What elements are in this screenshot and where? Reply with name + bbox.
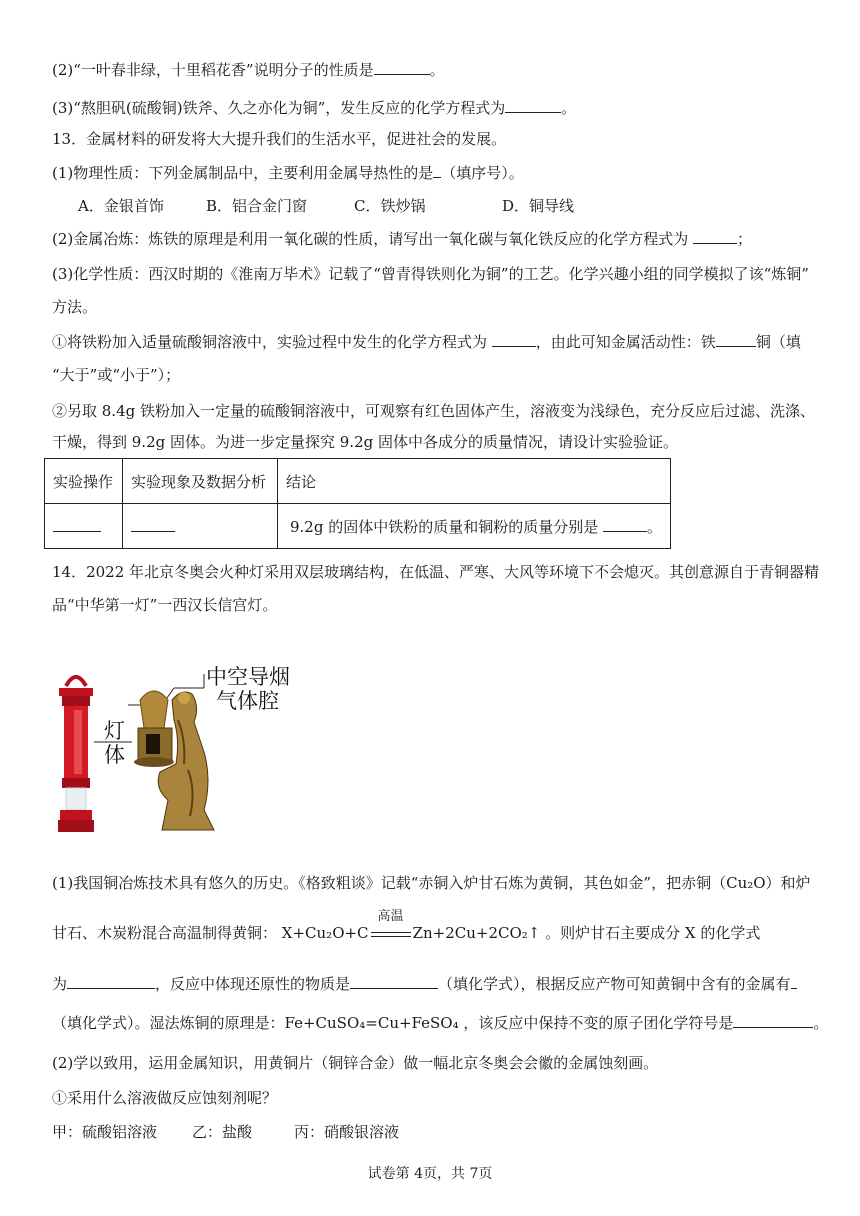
equation-condition: 高温 — [369, 923, 413, 943]
answer-blank[interactable] — [716, 332, 756, 347]
table-cell — [45, 504, 123, 549]
answer-blank[interactable] — [131, 517, 175, 532]
choice-jia: 甲：硫酸铝溶液 — [52, 1123, 158, 1141]
q14-c1: ①采用什么溶液做反应蚀刻剂呢？ — [52, 1089, 278, 1107]
lamp-figure — [54, 660, 314, 850]
choice-bing: 丙：硝酸银溶液 — [294, 1123, 400, 1141]
table-header: 实验现象及数据分析 — [123, 459, 278, 504]
choice-yi: 乙：盐酸 — [192, 1123, 253, 1141]
q13-stem: 13．金属材料的研发将大大提升我们的生活水平，促进社会的发展。 — [52, 130, 507, 148]
q12-part2: (2)“一叶春非绿，十里稻花香”说明分子的性质是 。 — [52, 61, 445, 79]
answer-blank[interactable] — [67, 974, 155, 989]
q13-c2-line2: 干燥，得到 9.2g 固体。为进一步定量探究 9.2g 固体中各成分的质量情况，请设计实验验证。 — [52, 433, 678, 451]
q14-part1-line3: 为 ，反应中体现还原性的物质是 （填化学式），根据反应产物可知黄铜中含有的金属有 — [52, 974, 820, 994]
q14-part1-line4: （填化学式）。湿法炼铜的原理是：Fe+CuSO₄=Cu+FeSO₄ ，该反应中保持不变的原子团化学符号是 。 — [52, 1014, 829, 1032]
table-header: 结论 — [278, 459, 671, 504]
option-c: C．铁炒锅 — [354, 197, 426, 215]
option-d: D．铜导线 — [502, 197, 575, 215]
q14-part1-line2: 甘石、木炭粉混合高温制得黄铜： X+Cu₂O+C 高温 Zn+2Cu+2CO₂↑ 。则炉甘石主要成分 X 的化学式 — [52, 909, 761, 942]
q13-part2: (2)金属冶炼：炼铁的原理是利用一氧化碳的性质，请写出一氧化碳与氧化铁反应的化学方程式为 ； — [52, 230, 753, 248]
table-header: 实验操作 — [45, 459, 123, 504]
q14-part1-line1: (1)我国铜冶炼技术具有悠久的历史。《格致粗谈》记载“赤铜入炉甘石炼为黄铜，其色如金”，把赤铜（Cu₂O）和炉 — [52, 874, 811, 892]
answer-blank[interactable] — [374, 60, 430, 75]
q13-c1-line2: “大于”或“小于”）； — [52, 366, 181, 384]
page-footer: 试卷第 4页，共 7页 — [367, 1166, 493, 1182]
option-b: B．铝合金门窗 — [206, 197, 308, 215]
q14-part2: (2)学以致用，运用金属知识，用黄铜片（铜锌合金）做一幅北京冬奥会会徽的金属蚀刻画。 — [52, 1054, 659, 1072]
table-cell: 9.2g 的固体中铁粉的质量和铜粉的质量分别是 。 — [278, 504, 671, 549]
answer-blank[interactable] — [791, 974, 797, 989]
figure-label-lamp-body: 灯 体 — [104, 720, 125, 767]
table-header-row — [45, 459, 671, 504]
q14-stem-line1: 14．2022 年北京冬奥会火种灯采用双层玻璃结构，在低温、严寒、大风等环境下不会熄灭。其创意源自于青铜器精 — [52, 563, 820, 581]
answer-blank[interactable] — [350, 974, 438, 989]
answer-blank[interactable] — [492, 332, 536, 347]
q13-c2-line1: ②另取 8.4g 铁粉加入一定量的硫酸铜溶液中，可观察有红色固体产生，溶液变为浅绿色，充分反应后过滤、洗涤、 — [52, 402, 815, 420]
q13-part3-line1: (3)化学性质：西汉时期的《淮南万毕术》记载了“曾青得铁则化为铜”的工艺。化学兴趣小组的同学模拟了该“炼铜” — [52, 265, 809, 283]
q13-part1: (1)物理性质：下列金属制品中，主要利用金属导热性的是 （填序号）。 — [52, 164, 524, 182]
answer-blank[interactable] — [693, 229, 737, 244]
answer-blank[interactable] — [53, 517, 101, 532]
table-row — [45, 504, 671, 549]
answer-blank[interactable] — [733, 1013, 813, 1028]
q13-part3-line2: 方法。 — [52, 298, 98, 316]
q13-options — [78, 196, 820, 216]
answer-blank[interactable] — [603, 517, 647, 532]
changxin-palace-lamp-image — [134, 691, 214, 830]
option-a: A．金银首饰 — [78, 197, 164, 215]
q12-part3: (3)“熬胆矾(硫酸铜)铁斧、久之亦化为铜”，发生反应的化学方程式为 。 — [52, 99, 577, 117]
wet-copper-equation: Fe+CuSO₄=Cu+FeSO₄ — [284, 1014, 459, 1032]
q14-stem-line2: 品“中华第一灯”一西汉长信宫灯。 — [52, 596, 278, 614]
q14-choices — [52, 1122, 820, 1142]
torch-lamp-image — [58, 677, 94, 832]
figure-label-hollow-cavity: 中空导烟 气体腔 — [206, 666, 290, 713]
answer-blank[interactable] — [505, 98, 561, 113]
reaction-equation: X+Cu₂O+C 高温 Zn+2Cu+2CO₂↑ — [281, 909, 541, 942]
experiment-table — [44, 458, 671, 549]
q13-c1-line1: ①将铁粉加入适量硫酸铜溶液中，实验过程中发生的化学方程式为 ，由此可知金属活动性：铁 铜（填 — [52, 333, 801, 351]
table-cell — [123, 504, 278, 549]
